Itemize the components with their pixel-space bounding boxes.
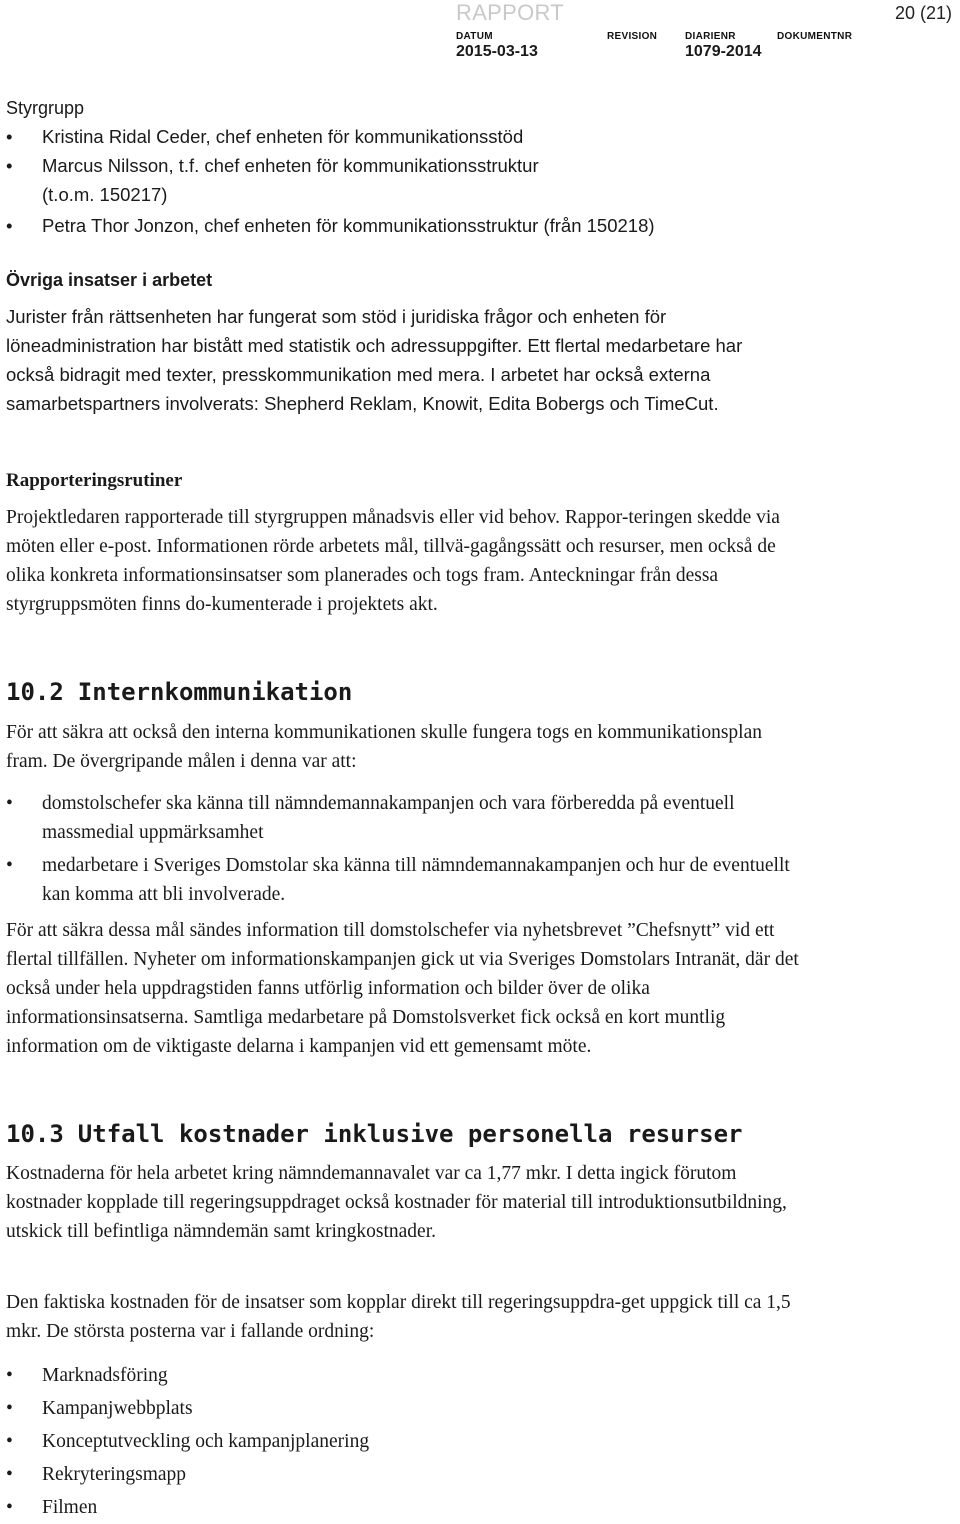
diarienr-value: 1079-2014 bbox=[685, 43, 762, 60]
list-item: • Kristina Ridal Ceder, chef enheten för kommunikationsstöd bbox=[6, 122, 806, 151]
diarienr-label: DIARIENR bbox=[685, 31, 736, 42]
bullet-icon: • bbox=[6, 1464, 13, 1485]
list-item: • Rekryteringsmapp bbox=[6, 1458, 796, 1491]
list-item: • Petra Thor Jonzon, chef enheten för kommunikationsstruktur (från 150218) bbox=[6, 211, 806, 240]
document-type-title: RAPPORT bbox=[456, 0, 565, 25]
document-header bbox=[0, 0, 960, 70]
kostnader-list bbox=[6, 1359, 796, 1524]
datum-label: DATUM bbox=[456, 31, 493, 42]
bullet-icon: • bbox=[6, 855, 13, 876]
list-item: • Marknadsföring bbox=[6, 1359, 796, 1392]
styrgrupp-list bbox=[6, 122, 806, 240]
rapportering-heading: Rapporteringsrutiner bbox=[6, 470, 183, 491]
bullet-icon: • bbox=[6, 1398, 13, 1419]
kostnader-paragraph-2: Den faktiska kostnaden för de insatser som kopplar direkt till regeringsuppdra-get uppgick till ca 1,5 mkr. De största posterna var i fallande ordning: bbox=[6, 1292, 791, 1342]
datum-value: 2015-03-13 bbox=[456, 43, 538, 60]
bullet-icon: • bbox=[6, 1497, 13, 1518]
internkom-intro: För att säkra att också den interna kommunikationen skulle fungera togs en kommunikationsplan fram. De övergripande målen i denna var att: bbox=[6, 722, 762, 772]
bullet-icon: • bbox=[6, 126, 13, 147]
internkom-paragraph: För att säkra dessa mål sändes information till domstolschefer via nyhetsbrevet ”Chefsnytt” vid ett flertal tillfällen. Nyheter om informationskampanjen gick ut via Sveriges Domstolars Intranät, där det också under hela uppdragstiden fanns utförlig information och bilder över de olika informationsinsatserna. Samtliga medarbetare på Domstolsverket fick också en kort muntlig information om de viktigaste delarna i kampanjen vid ett gemensamt möte. bbox=[6, 920, 799, 1057]
bullet-icon: • bbox=[6, 1431, 13, 1452]
styrgrupp-heading: Styrgrupp bbox=[6, 98, 85, 118]
bullet-icon: • bbox=[6, 215, 13, 236]
bullet-icon: • bbox=[6, 793, 13, 814]
page-number: 20 (21) bbox=[894, 3, 952, 23]
list-item: • Konceptutveckling och kampanjplanering bbox=[6, 1425, 796, 1458]
list-item: • medarbetare i Sveriges Domstolar ska känna till nämndemannakampanjen och hur de eventuellt kan komma att bli involverade. bbox=[6, 851, 796, 909]
revision-label: REVISION bbox=[607, 31, 658, 42]
section-heading-10-3 bbox=[6, 1119, 742, 1149]
list-item: • domstolschefer ska känna till nämndemannakampanjen och vara förberedda på eventuell massmedial uppmärksamhet bbox=[6, 789, 796, 847]
section-title: Utfall kostnader inklusive personella resurser bbox=[77, 1120, 743, 1148]
bullet-icon: • bbox=[6, 155, 13, 176]
list-item: • Kampanjwebbplats bbox=[6, 1392, 796, 1425]
list-item: • Marcus Nilsson, t.f. chef enheten för kommunikationsstruktur (t.o.m. 150217) bbox=[6, 151, 562, 209]
section-title: Internkommunikation bbox=[77, 678, 353, 706]
ovriga-heading: Övriga insatser i arbetet bbox=[6, 270, 213, 290]
kostnader-paragraph-1: Kostnaderna för hela arbetet kring nämndemannavalet var ca 1,77 mkr. I detta ingick förutom kostnader kopplade till regeringsuppdraget också kostnader för material till introduktionsutbildning, utskick till befintliga nämndemän samt kringkostnader. bbox=[6, 1163, 787, 1242]
ovriga-paragraph: Jurister från rättsenheten har fungerat som stöd i juridiska frågor och enheten för löneadministration har bistått med statistik och adressuppgifter. Ett flertal medarbetare har också bidragit med texter, presskommunikation med mera. I arbetet har också externa samarbetspartners involverats: Shepherd Reklam, Knowit, Edita Bobergs och TimeCut. bbox=[6, 306, 743, 414]
rapportering-paragraph: Projektledaren rapporterade till styrgruppen månadsvis eller vid behov. Rappor-teringen skedde via möten eller e-post. Informationen rörde arbetets mål, tillvä-gagångssätt och resurser, men också de olika konkreta informationsinsatser som planerades och togs fram. Anteckningar från dessa styrgruppsmöten finns do-kumenterade i projektets akt. bbox=[6, 507, 780, 615]
list-item: • Filmen bbox=[6, 1491, 796, 1524]
section-number: 10.3 bbox=[6, 1120, 64, 1148]
section-number: 10.2 bbox=[6, 678, 64, 706]
bullet-icon: • bbox=[6, 1365, 13, 1386]
dokumentnr-label: DOKUMENTNR bbox=[777, 31, 853, 42]
internkom-goal-list bbox=[6, 789, 796, 909]
section-heading-10-2 bbox=[6, 677, 352, 707]
